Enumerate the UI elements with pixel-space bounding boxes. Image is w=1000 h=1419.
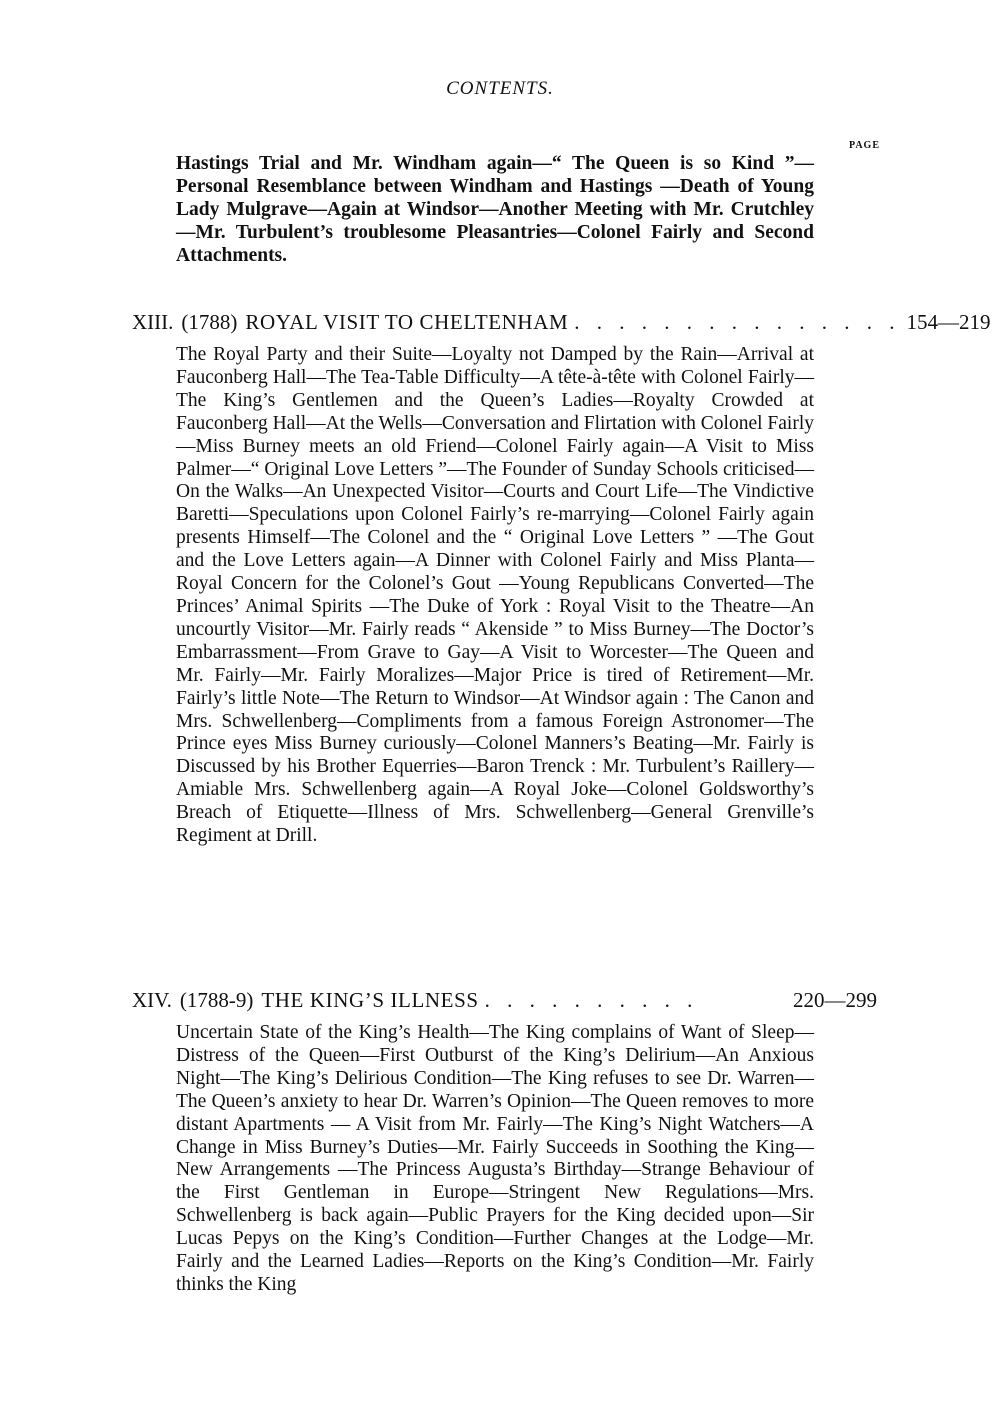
chapter-title: THE KING’S ILLNESS [261, 988, 479, 1012]
chapter-number: XIV. [132, 988, 172, 1012]
chapter-year: (1788) [181, 310, 238, 334]
running-head: CONTENTS. [446, 78, 554, 99]
chapter-heading [132, 310, 991, 340]
chapter-number: XIII. [132, 310, 174, 334]
page-column-label: PAGE [848, 140, 880, 151]
chapter-page-range: 220—299 [793, 988, 877, 1012]
chapter-page-range: 154—219 [906, 310, 991, 334]
chapter-heading [132, 988, 877, 1018]
chapter-year: (1788-9) [179, 988, 254, 1012]
dot-leader: . . . . . . . . . . . . . . . [574, 310, 901, 334]
chapter-title: ROYAL VISIT TO CHELTENHAM [245, 310, 569, 334]
continuation-summary: Hastings Trial and Mr. Windham again—“ The Queen is so Kind ”—Personal Resemblance between Windham and Hastings —Death of Young Lady Mulgrave—Again at Windsor—Another Meeting with Mr. Crutchley—Mr. Turbulent’s troublesome Pleasantries—Colonel Fairly and Second Attachments. [176, 153, 814, 266]
chapter-summary: Uncertain State of the King’s Health—The King complains of Want of Sleep—Distress of the Queen—First Outburst of the King’s Delirium—An Anxious Night—The King’s Delirious Condition—The King refuses to see Dr. Warren—The Queen’s anxiety to hear Dr. Warren’s Opinion—The Queen removes to more distant Apartments — A Visit from Mr. Fairly—The King’s Night Watchers—A Change in Miss Burney’s Duties—Mr. Fairly Succeeds in Soothing the King—New Arrangements —The Princess Augusta’s Birthday—Strange Behaviour of the First Gentleman in Europe—Stringent New Regulations—Mrs. Schwellenberg is back again—Public Prayers for the King decided upon—Sir Lucas Pepys on the King’s Condition—Further Changes at the Lodge—Mr. Fairly and the Learned Ladies—Reports on the King’s Condition—Mr. Fairly thinks the King [176, 1022, 814, 1295]
chapter-summary: The Royal Party and their Suite—Loyalty not Damped by the Rain—Arrival at Fauconberg Hall—The Tea-Table Difficulty—A tête-à-tête with Colonel Fairly—The King’s Gentlemen and the Queen’s Ladies—Royalty Crowded at Fauconberg Hall—At the Wells—Conversation and Flirtation with Colonel Fairly —Miss Burney meets an old Friend—Colonel Fairly again—A Visit to Miss Palmer—“ Original Love Letters ”—The Founder of Sunday Schools criticised—On the Walks—An Unexpected Visitor—Courts and Court Life—The Vindictive Baretti—Speculations upon Colonel Fairly’s re-marrying—Colonel Fairly again presents Himself—The Colonel and the “ Original Love Letters ” —The Gout and the Love Letters again—A Dinner with Colonel Fairly and Miss Planta—Royal Concern for the Colonel’s Gout —Young Republicans Converted—The Princes’ Animal Spirits —The Duke of York : Royal Visit to the Theatre—An uncourtly Visitor—Mr. Fairly reads “ Akenside ” to Miss Burney—The Doctor’s Embarrassment—From Grave to Gay—A Visit to Worcester—The Queen and Mr. Fairly—Mr. Fairly Moralizes—Major Price is tired of Retirement—Mr. Fairly’s little Note—The Return to Windsor—At Windsor again : The Canon and Mrs. Schwellenberg—Compliments from a famous Foreign Astronomer—The Prince eyes Miss Burney curiously—Colonel Manners’s Beating—Mr. Fairly is Discussed by his Brother Equerries—Baron Trenck : Mr. Turbulent’s Raillery—Amiable Mrs. Schwellenberg again—A Royal Joke—Colonel Goldsworthy’s Breach of Etiquette—Illness of Mrs. Schwellenberg—General Grenville’s Regiment at Drill. [176, 344, 814, 847]
dot-leader: . . . . . . . . . . [484, 988, 699, 1012]
